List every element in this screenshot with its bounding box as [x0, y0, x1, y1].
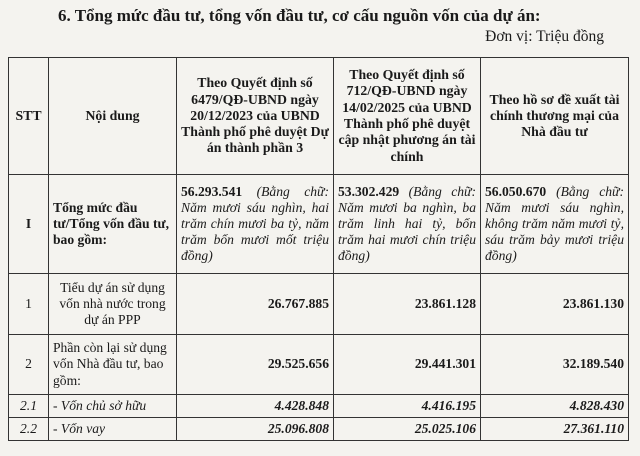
- cell-value: 4.828.430: [481, 395, 629, 418]
- cell-value: 32.189.540: [481, 335, 629, 395]
- cell-value: 23.861.128: [334, 274, 481, 335]
- row-content: - Vốn chủ sở hữu: [49, 395, 177, 418]
- total-value: 53.302.429: [338, 183, 400, 199]
- cell-total-investor-proposal: [481, 175, 629, 274]
- row-stt: 2: [9, 335, 49, 395]
- cell-value: 4.428.848: [177, 395, 334, 418]
- row-stt: 1: [9, 274, 49, 335]
- total-in-words: (Bằng chữ: Năm mươi sáu nghìn, không trăm năm mươi tỷ, sáu trăm bảy mươi triệu đồng): [485, 183, 624, 264]
- cell-value: 26.767.885: [177, 274, 334, 335]
- table-row: [9, 418, 629, 441]
- row-stt: I: [9, 175, 49, 274]
- cell-value: 4.416.195: [334, 395, 481, 418]
- table-header-row: [9, 58, 629, 175]
- header-decision-6479: Theo Quyết định số 6479/QĐ-UBND ngày 20/12/2023 của UBND Thành phố phê duyệt Dự án thành phần 3: [177, 58, 334, 175]
- header-investor-proposal: Theo hồ sơ đề xuất tài chính thương mại của Nhà đầu tư: [481, 58, 629, 175]
- investment-table: [8, 57, 629, 441]
- table-row: [9, 335, 629, 395]
- header-decision-712: Theo Quyết định số 712/QĐ-UBND ngày 14/02/2025 của UBND Thành phố phê duyệt cập nhật phương án tài chính: [334, 58, 481, 175]
- table-row: [9, 175, 629, 274]
- header-stt: STT: [9, 58, 49, 175]
- cell-value: 25.096.808: [177, 418, 334, 441]
- cell-value: 25.025.106: [334, 418, 481, 441]
- row-content: - Vốn vay: [49, 418, 177, 441]
- total-value: 56.293.541: [181, 183, 243, 199]
- cell-value: 29.441.301: [334, 335, 481, 395]
- unit-label: Đơn vị: Triệu đồng: [485, 28, 604, 45]
- table-row: [9, 395, 629, 418]
- cell-value: 23.861.130: [481, 274, 629, 335]
- total-in-words: (Bằng chữ: Năm mươi ba nghìn, ba trăm linh hai tỷ, bốn trăm hai mươi chín triệu đồng): [338, 183, 476, 264]
- row-content: Tổng mức đầu tư/Tổng vốn đầu tư, bao gồm:: [49, 175, 177, 274]
- table-row: [9, 274, 629, 335]
- cell-value: 27.361.110: [481, 418, 629, 441]
- header-content: Nội dung: [49, 58, 177, 175]
- total-value: 56.050.670: [485, 183, 547, 199]
- section-heading: 6. Tổng mức đầu tư, tổng vốn đầu tư, cơ cấu nguồn vốn của dự án:: [58, 6, 541, 25]
- cell-total-decision-6479: [177, 175, 334, 274]
- row-stt: 2.1: [9, 395, 49, 418]
- row-content: Phần còn lại sử dụng vốn Nhà đầu tư, bao gồm:: [49, 335, 177, 395]
- total-in-words: (Bằng chữ: Năm mươi sáu nghìn, hai trăm chín mươi ba tỷ, năm trăm bốn mươi mốt triệu đồng): [181, 183, 329, 264]
- row-content: Tiểu dự án sử dụng vốn nhà nước trong dự án PPP: [49, 274, 177, 335]
- cell-total-decision-712: [334, 175, 481, 274]
- row-stt: 2.2: [9, 418, 49, 441]
- cell-value: 29.525.656: [177, 335, 334, 395]
